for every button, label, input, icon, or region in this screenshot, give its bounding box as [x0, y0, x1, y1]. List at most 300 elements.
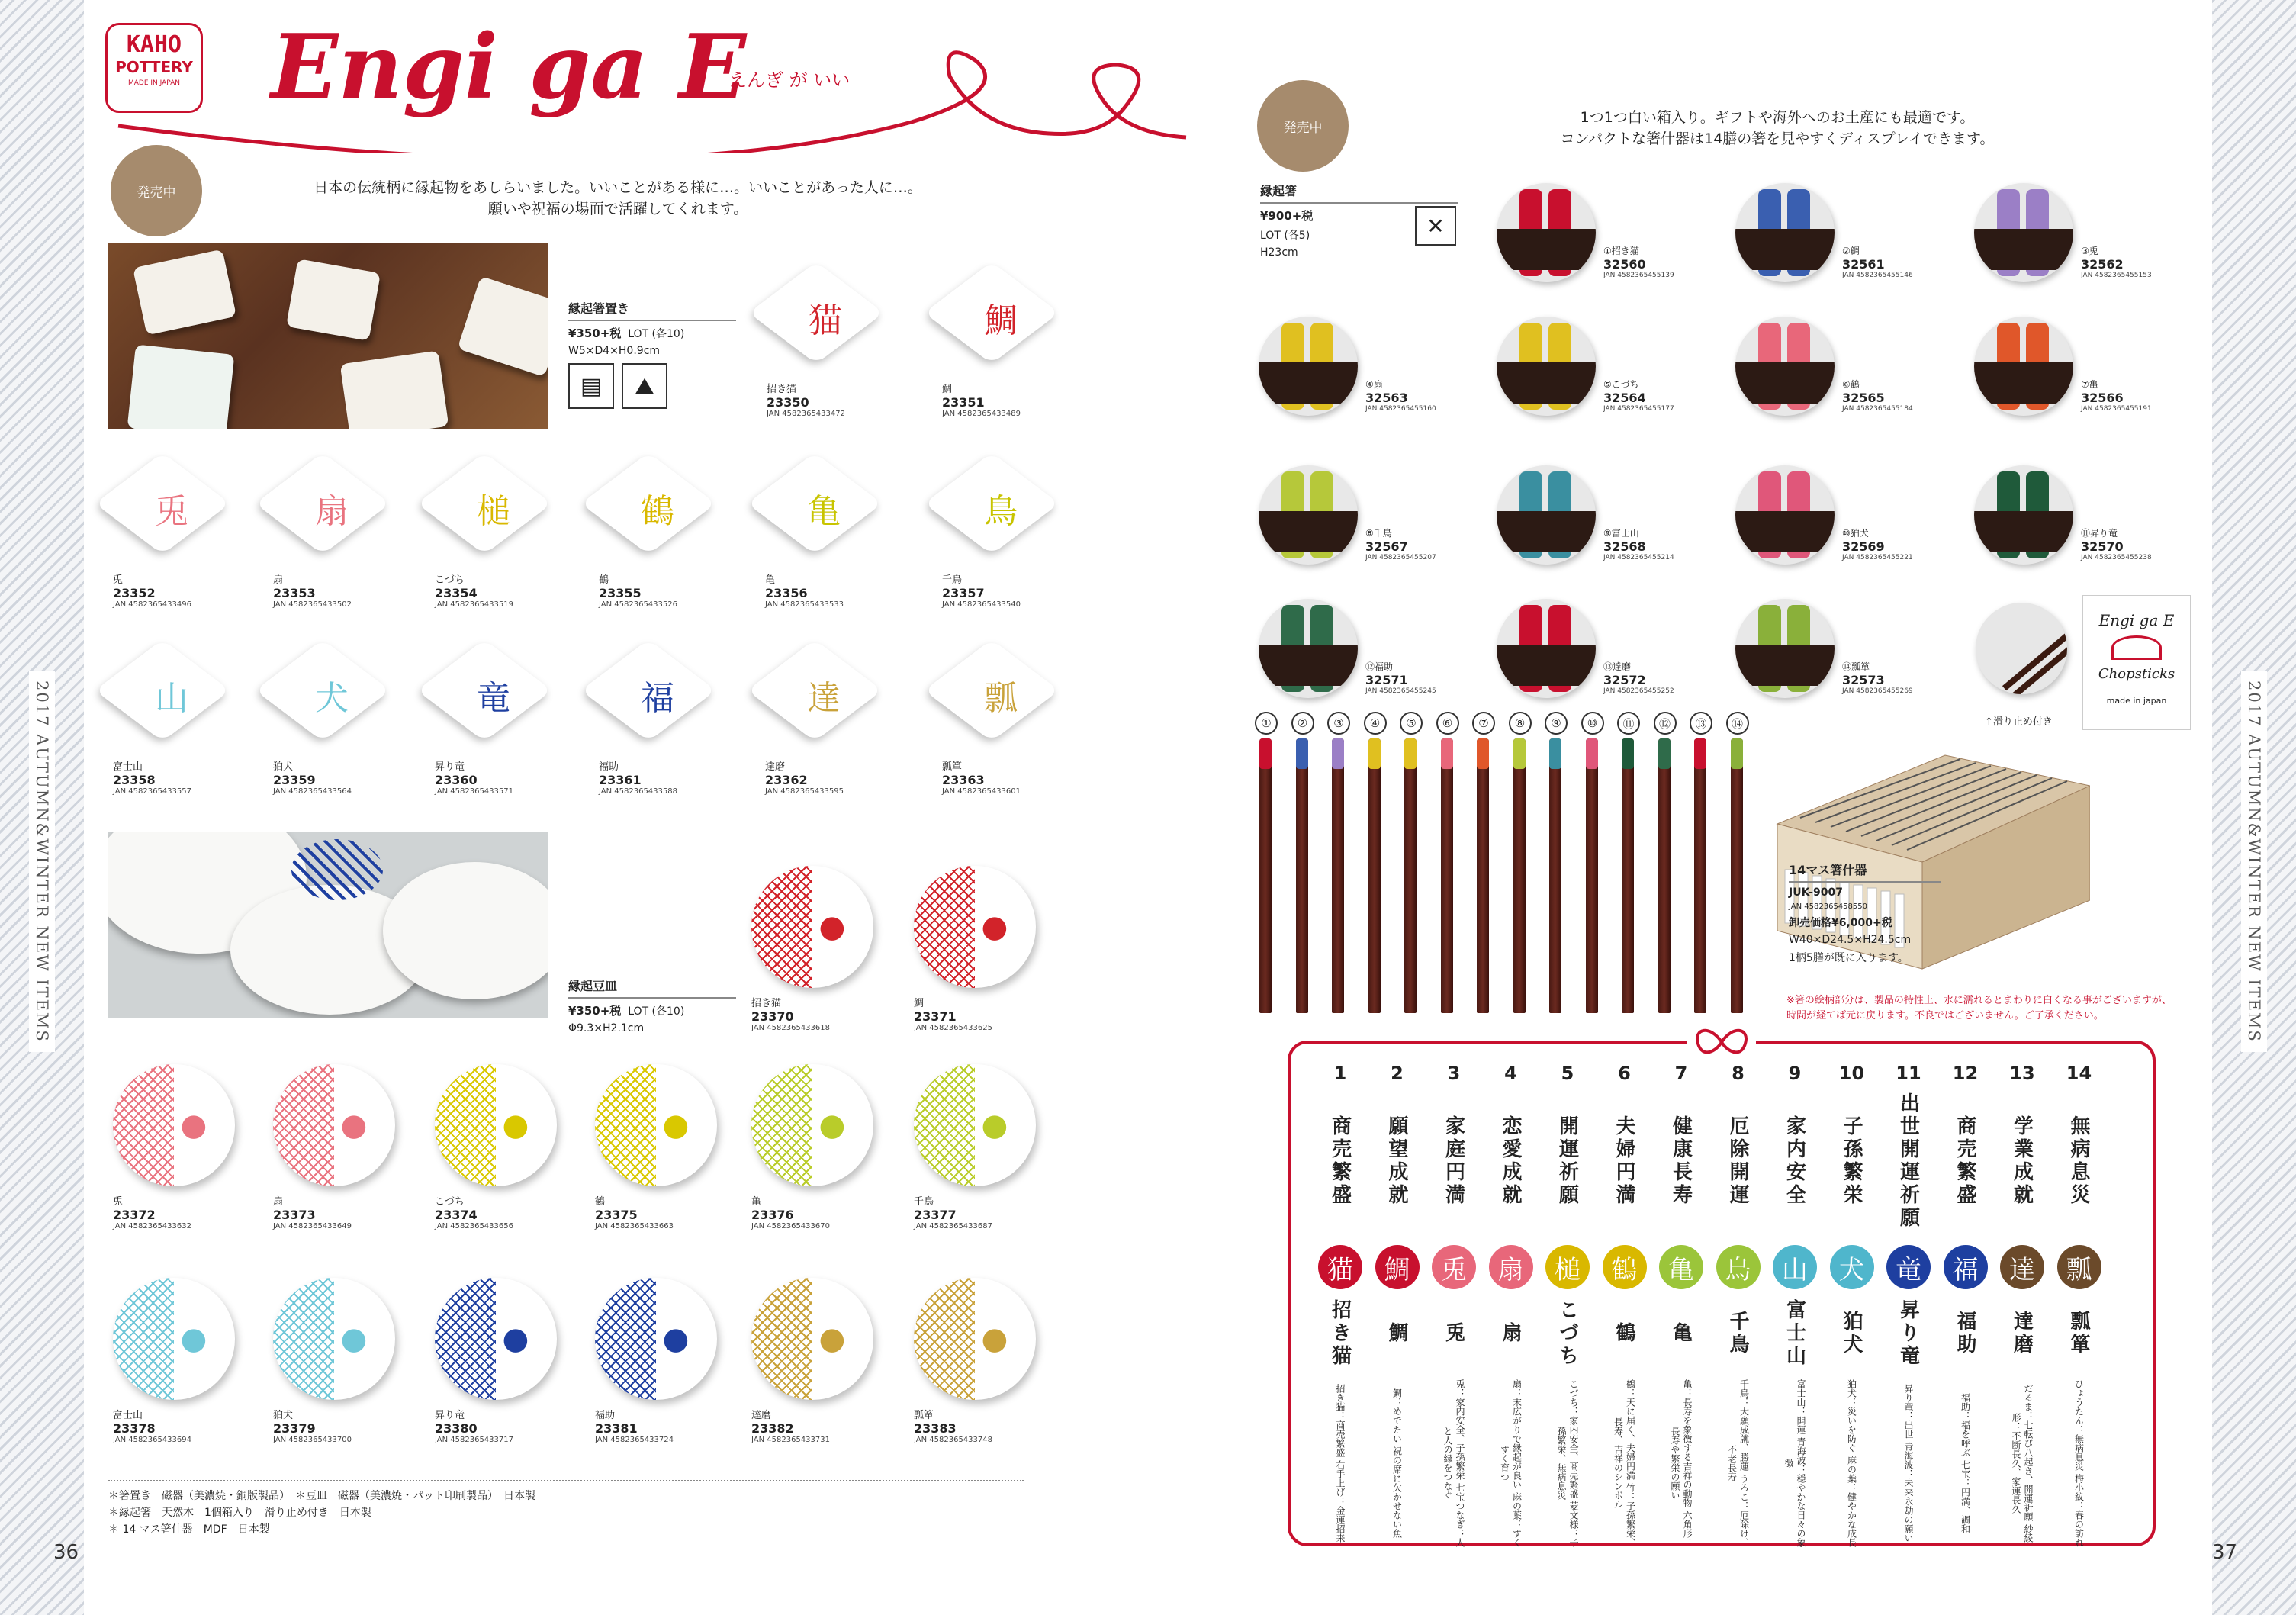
chopstick-number-badge: ④: [1364, 712, 1387, 735]
rest-image: [435, 454, 549, 568]
rest-image: [273, 454, 387, 568]
long-chopstick: [1441, 738, 1453, 1013]
plate-jan: JAN 4582365433717: [435, 1436, 513, 1444]
meaning-number: 10: [1838, 1063, 1865, 1084]
display-spec: [1789, 861, 1941, 965]
chopstick-cap: [1368, 738, 1381, 769]
plate-image: [751, 1278, 866, 1404]
rest-image: [113, 454, 227, 568]
rest-name: 招き猫: [767, 384, 797, 395]
meaning-column: [1943, 1063, 1989, 1549]
rest-jan: JAN 4582365433595: [765, 787, 844, 796]
rest-name: 昇り竜: [435, 761, 465, 773]
header-subtitle: えんぎ が いい: [728, 69, 851, 91]
meaning-name: こづち: [1555, 1298, 1579, 1368]
chopstick-cap: [1441, 738, 1453, 769]
chopstick-code: 32573: [1842, 673, 1885, 687]
plate-name: 鯛: [914, 998, 925, 1009]
rest-jan: JAN 4582365433472: [767, 410, 845, 418]
plate-image: [914, 1278, 1028, 1404]
rest-image: [599, 454, 713, 568]
rest-name: 鶴: [599, 574, 609, 586]
meaning-column: [1375, 1063, 1420, 1549]
meaning-name: 鯛: [1385, 1321, 1408, 1345]
chopstick-product[interactable]: [1497, 599, 1674, 698]
chopstick-name: ⑭瓢箪: [1842, 661, 1870, 672]
chopstick-number-badge: ①: [1255, 712, 1278, 735]
meaning-name: 兎: [1442, 1321, 1465, 1345]
material-footnotes: [108, 1480, 1024, 1538]
long-chopstick: [1658, 738, 1671, 1013]
chopstick-image: [1735, 599, 1835, 698]
rest-image: [273, 641, 387, 755]
small-plate-product[interactable]: [595, 1278, 732, 1444]
rest-jan: JAN 4582365433571: [435, 787, 513, 796]
chopstick-jan: JAN 4582365455139: [1603, 272, 1674, 279]
chopstick-product[interactable]: [1974, 465, 2152, 565]
chopstick-price: ¥900+税: [1260, 209, 1314, 223]
plate-pattern: [435, 1064, 496, 1186]
chopstick-code: 32560: [1603, 257, 1646, 272]
plate-motif-icon: ●: [340, 1321, 368, 1356]
meaning-wish: 夫婦円満: [1613, 1115, 1635, 1207]
chopstick-code: 32564: [1603, 391, 1646, 405]
rest-jan: JAN 4582365433557: [113, 787, 191, 796]
meaning-name: 昇り竜: [1896, 1298, 1920, 1368]
chopstick-name: ⑩狛犬: [1842, 528, 1869, 539]
chopstick-rest-product[interactable]: [113, 641, 250, 796]
small-plate-product[interactable]: [273, 1278, 410, 1444]
plate-image: [113, 1278, 227, 1404]
chopstick-rest-product[interactable]: [599, 454, 736, 609]
small-plate-product[interactable]: [113, 1278, 250, 1444]
rest-name: 富士山: [113, 761, 143, 773]
plate-circle: [751, 1064, 873, 1186]
rest-icons: [568, 363, 736, 409]
chopstick-product[interactable]: [1259, 465, 1436, 565]
chopstick-rest-product[interactable]: [273, 454, 410, 609]
plate-name: 達磨: [751, 1410, 772, 1421]
plate-code: 23379: [273, 1421, 316, 1436]
small-plate-product[interactable]: [435, 1278, 572, 1444]
chopstick-meta: [1603, 378, 1695, 413]
chopstick-name: ⑤こづち: [1603, 379, 1639, 390]
chopstick-product[interactable]: [1259, 599, 1436, 698]
chopstick-rest-photo: [108, 243, 548, 429]
intro-right: [1449, 107, 2105, 150]
plate-jan: JAN 4582365433694: [113, 1436, 191, 1444]
plate-circle: [595, 1064, 717, 1186]
chopstick-jan: JAN 4582365455269: [1842, 687, 1913, 695]
chopstick-cap: [1586, 738, 1598, 769]
rest-code: 23363: [942, 773, 985, 787]
small-plate-product[interactable]: [751, 1278, 889, 1444]
rest-motif-icon: 亀: [807, 492, 841, 531]
rest-jan: JAN 4582365433588: [599, 787, 677, 796]
meaning-name: 狛犬: [1840, 1310, 1863, 1356]
chopstick-product[interactable]: [1735, 599, 1913, 698]
rest-name: 兎: [113, 574, 124, 586]
intro-right-line2: コンパクトな箸什器は14膳の箸を見やすくディスプレイできます。: [1560, 130, 1995, 147]
on-sale-badge-right: 発売中: [1257, 80, 1349, 172]
plate-pattern: [435, 1278, 496, 1400]
rest-name: こづち: [435, 574, 465, 586]
red-care-note: [1786, 993, 2172, 1024]
chopstick-meta: [1842, 660, 1934, 695]
rest-lot: LOT (各10): [628, 328, 685, 340]
chopstick-product[interactable]: [1497, 465, 1674, 565]
meaning-motif-icon: 槌: [1545, 1245, 1590, 1289]
meaning-wish: 恋愛成就: [1499, 1115, 1522, 1207]
chopstick-name: ⑪昇り竜: [2081, 528, 2118, 539]
chopstick-band: [1735, 362, 1835, 404]
rest-code: 23358: [113, 773, 156, 787]
long-chopstick: [1477, 738, 1489, 1013]
meaning-column: [2056, 1063, 2102, 1549]
chopstick-name: ⑨富士山: [1603, 528, 1639, 539]
chopstick-product[interactable]: [1259, 317, 1436, 416]
rest-jan: JAN 4582365433540: [942, 600, 1021, 609]
plate-code: 23380: [435, 1421, 478, 1436]
chopstick-code: 32562: [2081, 257, 2124, 272]
package-line3: made in japan: [2106, 696, 2167, 706]
chopstick-number-badge: ⑧: [1509, 712, 1532, 735]
chopstick-number-badge: ⑥: [1436, 712, 1459, 735]
logo-line1: KAHO: [126, 31, 182, 58]
meaning-wish: 厄除開運: [1726, 1115, 1749, 1207]
plate-motif-icon: ●: [502, 1108, 529, 1143]
rest-size: W5×D4×H0.9cm: [568, 345, 661, 357]
small-plate-product[interactable]: [595, 1064, 732, 1231]
on-sale-badge-left: 発売中: [111, 145, 202, 236]
chopstick-number-badge: ⑨: [1545, 712, 1568, 735]
chopstick-name: ⑥鶴: [1842, 379, 1860, 390]
plate-name: 福助: [595, 1410, 616, 1421]
chopstick-meta: [1603, 660, 1695, 695]
chopstick-rest-product[interactable]: [113, 454, 250, 609]
red-ribbon-line: [111, 31, 1194, 153]
plate-pattern: [751, 1064, 812, 1186]
plate-name: 昇り竜: [435, 1410, 465, 1421]
chopstick-band: [1259, 645, 1358, 686]
long-chopstick: [1694, 738, 1706, 1013]
rest-motif-icon: 鶴: [641, 492, 674, 531]
chopstick-image: [1497, 183, 1596, 282]
chopstick-rest-product[interactable]: [435, 641, 572, 796]
chopstick-cap: [1549, 738, 1561, 769]
chopstick-size: H23cm: [1260, 246, 1298, 259]
chopstick-meta: [1842, 378, 1934, 413]
chopstick-rest-product[interactable]: [435, 454, 572, 609]
rest-image: [767, 263, 881, 378]
chopstick-number-badge: ⑩: [1581, 712, 1604, 735]
rest-jan: JAN 4582365433526: [599, 600, 677, 609]
meaning-number: 11: [1896, 1063, 1921, 1084]
small-plate-product[interactable]: [435, 1064, 572, 1231]
chopstick-name: ④扇: [1365, 379, 1383, 390]
plate-name: こづち: [435, 1196, 465, 1208]
chopstick-rest-product[interactable]: [273, 641, 410, 796]
meaning-column: [1658, 1063, 1704, 1549]
plate-motif-icon: ●: [180, 1108, 207, 1143]
rest-image: [435, 641, 549, 755]
page-number-left: 36: [53, 1541, 79, 1564]
meaning-motif-icon: 福: [1944, 1245, 1988, 1289]
rest-code: 23350: [767, 395, 809, 410]
plate-name: 鶴: [595, 1196, 606, 1208]
small-plate-product[interactable]: [751, 1064, 889, 1231]
chopstick-package: [2082, 595, 2191, 730]
meaning-number: 2: [1391, 1063, 1404, 1084]
plate-name: 招き猫: [751, 998, 782, 1009]
chopstick-name: ②鯛: [1842, 246, 1860, 256]
rest-motif-icon: 福: [641, 679, 674, 718]
plate-circle: [113, 1064, 235, 1186]
long-chopstick: [1296, 738, 1308, 1013]
rest-motif-icon: 猫: [809, 301, 842, 340]
plate-jan: JAN 4582365433649: [273, 1222, 352, 1231]
plate-circle: [914, 1278, 1036, 1400]
plate-pattern: [914, 1064, 975, 1186]
meaning-column: [1829, 1063, 1875, 1549]
chopstick-name: ③兎: [2081, 246, 2098, 256]
chopstick-product[interactable]: [1497, 183, 1674, 282]
meaning-column: [1716, 1063, 1761, 1549]
rest-motif-icon: 鯛: [984, 301, 1018, 340]
long-chopstick: [1549, 738, 1561, 1013]
plate-lot: LOT (各10): [628, 1005, 685, 1018]
rest-image: [942, 454, 1056, 568]
plate-circle: [435, 1278, 557, 1400]
rest-motif-icon: 瓢: [984, 679, 1018, 718]
meaning-name: 達磨: [2010, 1310, 2034, 1356]
plate-jan: JAN 4582365433618: [751, 1024, 830, 1032]
meaning-column: [1772, 1063, 1818, 1549]
chopstick-product[interactable]: [1497, 317, 1674, 416]
meaning-description: 狛犬：災いを防ぐ 麻の葉：健やかな成長: [1846, 1379, 1857, 1547]
meaning-column: [1602, 1063, 1648, 1549]
meaning-description: だるま：七転び八起き、開運祈願 紗綾形：不断長久、家運長久: [2011, 1383, 2034, 1543]
chopstick-cap: [1404, 738, 1417, 769]
meaning-number: 4: [1504, 1063, 1517, 1084]
chopstick-image: [1735, 183, 1835, 282]
rest-image: [599, 641, 713, 755]
rest-name: 鯛: [942, 384, 953, 395]
small-plate-product[interactable]: [914, 866, 1051, 1032]
chopstick-image: [1497, 465, 1596, 565]
chopstick-cap: [1513, 738, 1526, 769]
chopstick-jan: JAN 4582365455191: [2081, 405, 2152, 413]
plate-image: [435, 1064, 549, 1190]
rest-jan: JAN 4582365433564: [273, 787, 352, 796]
plate-jan: JAN 4582365433670: [751, 1222, 830, 1231]
intro-left-line1: 日本の伝統柄に縁起物をあしらいました。いいことがある様に…。いいことがあった人に…。: [314, 179, 922, 196]
meaning-wish: 子孫繁栄: [1840, 1115, 1863, 1207]
rest-jan: JAN 4582365433601: [942, 787, 1021, 796]
plate-code: 23374: [435, 1208, 478, 1222]
chopstick-cap: [1622, 738, 1634, 769]
rest-code: 23361: [599, 773, 642, 787]
chopstick-rest-product[interactable]: [599, 641, 736, 796]
chopstick-jan: JAN 4582365455153: [2081, 272, 2152, 279]
chopstick-band: [1259, 511, 1358, 552]
plate-circle: [751, 1278, 873, 1400]
meaning-wish: 無病息災: [2067, 1115, 2090, 1207]
small-plate-product[interactable]: [273, 1064, 410, 1231]
meaning-description: 鶴：天に届く、夫婦円満 竹：子孫繁栄、長寿、吉祥のシンボル: [1613, 1379, 1636, 1547]
chopstick-image: [1974, 317, 2073, 416]
chopstick-band: [1735, 645, 1835, 686]
package-line2: Chopsticks: [2098, 666, 2175, 682]
rest-image: [765, 454, 879, 568]
plate-code: 23370: [751, 1009, 794, 1024]
rest-code: 23357: [942, 586, 985, 600]
rest-name: 亀: [765, 574, 776, 586]
chopstick-jan: JAN 4582365455207: [1365, 554, 1436, 561]
meaning-table: [1288, 1041, 2156, 1546]
chopstick-product[interactable]: [1974, 317, 2152, 416]
meaning-column: [1999, 1063, 2045, 1549]
long-chopstick: [1368, 738, 1381, 1013]
chopstick-code: 32570: [2081, 539, 2124, 554]
meaning-name: 瓢箪: [2067, 1310, 2090, 1356]
page-number-right: 37: [2212, 1541, 2238, 1564]
rest-image: [942, 263, 1056, 378]
chopstick-product[interactable]: [1974, 183, 2152, 282]
plate-pattern: [914, 866, 975, 988]
plate-image: [914, 866, 1028, 992]
plate-circle: [113, 1278, 235, 1400]
meaning-name: 亀: [1669, 1321, 1693, 1345]
dishwasher-icon: ⛰: [622, 363, 667, 409]
chopstick-cap: [1658, 738, 1671, 769]
meaning-wish: 家庭円満: [1442, 1115, 1465, 1207]
chopstick-jan: JAN 4582365455252: [1603, 687, 1674, 695]
chopstick-band: [1735, 229, 1835, 270]
meaning-column: [1317, 1063, 1363, 1549]
chopstick-rest-product[interactable]: [942, 454, 1079, 609]
chopstick-product[interactable]: [1735, 317, 1913, 416]
chopstick-lot: LOT (各5): [1260, 230, 1310, 242]
intro-left: [221, 177, 1015, 220]
chopstick-number-badge: ②: [1291, 712, 1314, 735]
chopstick-rest-product[interactable]: [765, 641, 902, 796]
plate-code: 23377: [914, 1208, 957, 1222]
meaning-column: [1488, 1063, 1534, 1549]
rest-code: 23353: [273, 586, 316, 600]
chopstick-meta: [1365, 660, 1457, 695]
chopstick-code: 32571: [1365, 673, 1408, 687]
chopstick-meta: [1603, 244, 1695, 279]
meaning-motif-icon: 山: [1773, 1245, 1817, 1289]
chopstick-code: 32563: [1365, 391, 1408, 405]
plate-name: 扇: [273, 1196, 284, 1208]
chopstick-number-badge: ⑬: [1690, 712, 1712, 735]
meaning-motif-icon: 鳥: [1716, 1245, 1761, 1289]
chopstick-band: [1259, 362, 1358, 404]
chopstick-meta: [1842, 526, 1934, 561]
plate-circle: [751, 866, 873, 988]
chopstick-rest-product[interactable]: [942, 641, 1079, 796]
chopstick-jan: JAN 4582365455146: [1842, 272, 1913, 279]
meaning-name: 鶴: [1613, 1321, 1635, 1345]
chopstick-meta: [2081, 526, 2172, 561]
plate-motif-icon: ●: [981, 1321, 1008, 1356]
plate-motif-icon: ●: [981, 909, 1008, 944]
chopstick-name: ①招き猫: [1603, 246, 1639, 256]
rest-spec-price-line: [568, 325, 736, 341]
small-plate-product[interactable]: [751, 866, 889, 1032]
chopstick-number-badge: ③: [1327, 712, 1350, 735]
meaning-description: 富士山：開運 青海波：穏やかな日々の象徴: [1783, 1379, 1806, 1547]
chopstick-code: 32566: [2081, 391, 2124, 405]
meaning-description: こづち：家内安全、商売繁盛 菱文様：子孫繁栄、無病息災: [1556, 1379, 1579, 1547]
intro-left-line2: 願いや祝福の場面で活躍してくれます。: [487, 201, 748, 217]
chopstick-rest-product[interactable]: [942, 263, 1079, 418]
logo-line3: MADE IN JAPAN: [127, 79, 181, 87]
rest-motif-icon: 槌: [477, 492, 510, 531]
chopstick-product[interactable]: [1735, 465, 1913, 565]
meaning-wish: 商売繁盛: [1328, 1115, 1352, 1207]
footnote-3: ＊ 14 マス箸什器 MDF 日本製: [108, 1523, 270, 1536]
chopstick-rest-product[interactable]: [767, 263, 904, 418]
plate-jan: JAN 4582365433656: [435, 1222, 513, 1231]
plate-code: 23381: [595, 1421, 638, 1436]
small-plate-product[interactable]: [914, 1064, 1051, 1231]
plate-spec: [568, 976, 736, 1034]
chopstick-number-badge: ⑦: [1472, 712, 1495, 735]
meaning-column: [1886, 1063, 1931, 1549]
chopstick-code: 32565: [1842, 391, 1885, 405]
plate-spec-price-line: [568, 1002, 736, 1018]
long-chopstick: [1259, 738, 1272, 1013]
meaning-number: 8: [1732, 1063, 1745, 1084]
chopstick-cap: [1731, 738, 1743, 769]
chopstick-jan: JAN 4582365455177: [1603, 405, 1674, 413]
long-chopstick: [1332, 738, 1344, 1013]
plate-pattern: [914, 1278, 975, 1400]
plate-jan: JAN 4582365433632: [113, 1222, 191, 1231]
plate-image: [435, 1278, 549, 1404]
rest-code: 23360: [435, 773, 478, 787]
chopstick-meta: [2081, 244, 2172, 279]
rest-code: 23354: [435, 586, 478, 600]
plate-image: [595, 1064, 709, 1190]
small-plate-product[interactable]: [914, 1278, 1051, 1444]
meaning-motif-icon: 瓢: [2057, 1245, 2101, 1289]
meaning-motif-icon: 犬: [1830, 1245, 1874, 1289]
rest-motif-icon: 山: [155, 679, 188, 718]
plate-motif-icon: ●: [180, 1321, 207, 1356]
meaning-number: 12: [1952, 1063, 1979, 1084]
meaning-wish: 出世開運祈願: [1896, 1092, 1920, 1230]
plate-code: 23373: [273, 1208, 316, 1222]
chopstick-band: [1497, 645, 1596, 686]
non-slip-caption: ↑滑り止め付き: [1985, 716, 2053, 728]
plate-circle: [273, 1278, 395, 1400]
rest-name: 達磨: [765, 761, 786, 773]
plate-motif-icon: ●: [818, 1321, 846, 1356]
small-plate-product[interactable]: [113, 1064, 250, 1231]
meaning-description: 千鳥：大願成就、勝運 うろこ：厄除け、不老長寿: [1726, 1379, 1750, 1547]
rest-jan: JAN 4582365433496: [113, 600, 191, 609]
plate-circle: [914, 1064, 1036, 1186]
chopstick-rest-product[interactable]: [765, 454, 902, 609]
plate-motif-icon: ●: [340, 1108, 368, 1143]
plate-name: 富士山: [113, 1410, 143, 1421]
chopstick-product[interactable]: [1735, 183, 1913, 282]
plate-image: [595, 1278, 709, 1404]
